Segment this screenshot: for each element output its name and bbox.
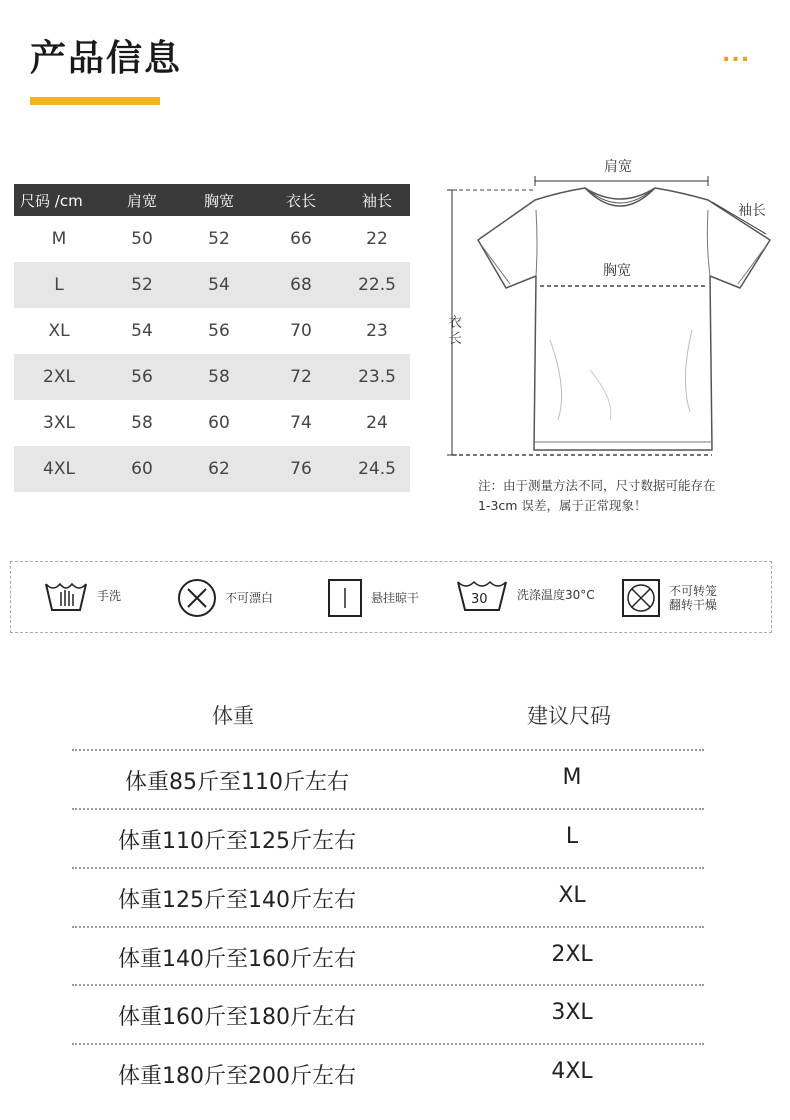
more-icon[interactable]: ... <box>722 42 751 67</box>
table-cell: 72 <box>290 367 312 387</box>
hand-wash-icon <box>43 578 89 614</box>
table-cell: 60 <box>131 459 153 479</box>
header-shoulder: 肩宽 <box>126 191 157 210</box>
recommended-size: XL <box>558 883 586 908</box>
weight-range: 体重110斤至125斤左右 <box>118 829 356 854</box>
table-row <box>14 262 410 308</box>
weight-column-header: 体重 <box>212 704 254 728</box>
table-cell: 50 <box>131 229 153 249</box>
header-chest: 胸宽 <box>203 191 234 210</box>
care-hang-dry <box>327 578 419 618</box>
table-cell: 60 <box>208 413 230 433</box>
table-cell: L <box>54 275 64 295</box>
weight-range: 体重140斤至160斤左右 <box>118 947 356 972</box>
table-cell: 66 <box>290 229 312 249</box>
table-cell: 3XL <box>43 413 75 433</box>
table-cell: 68 <box>290 275 312 295</box>
title-underline <box>30 97 160 105</box>
table-cell: 54 <box>208 275 230 295</box>
care-label: 手洗 <box>97 589 122 603</box>
tshirt-diagram <box>440 150 780 470</box>
header-sleeve: 袖长 <box>361 191 392 210</box>
table-cell: 52 <box>208 229 230 249</box>
label-chest: 胸宽 <box>603 263 631 279</box>
recommended-size: L <box>565 824 579 849</box>
weight-range: 体重85斤至110斤左右 <box>125 770 349 795</box>
table-cell: 58 <box>208 367 230 387</box>
size-table-header <box>14 184 410 216</box>
table-cell: 52 <box>131 275 153 295</box>
care-no-bleach <box>177 578 273 618</box>
table-row <box>14 400 410 446</box>
care-label: 不可漂白 <box>225 591 274 605</box>
table-cell: 58 <box>131 413 153 433</box>
table-cell: XL <box>48 321 70 341</box>
table-row <box>14 308 410 354</box>
recommended-size: 4XL <box>551 1059 593 1084</box>
table-cell: 23.5 <box>358 367 396 387</box>
header-length: 衣长 <box>285 191 316 210</box>
no-tumble-dry-icon <box>621 578 661 618</box>
table-row <box>72 926 704 984</box>
label-shoulder: 肩宽 <box>604 159 632 175</box>
header-size: 尺码 /cm <box>20 191 83 210</box>
wash-temp-number: 30 <box>471 592 488 607</box>
table-cell: 70 <box>290 321 312 341</box>
table-row <box>14 354 410 400</box>
care-hand-wash <box>43 578 121 614</box>
care-label-line: 不可转笼 <box>669 584 718 598</box>
table-cell: 24 <box>366 413 388 433</box>
weight-range: 体重160斤至180斤左右 <box>118 1005 356 1030</box>
care-instructions <box>10 561 772 633</box>
table-cell: 2XL <box>43 367 75 387</box>
table-cell: 4XL <box>43 459 75 479</box>
table-cell: 74 <box>290 413 312 433</box>
care-wash-temp <box>455 578 595 612</box>
care-label-line: 翻转干燥 <box>669 598 718 612</box>
care-label: 洗涤温度30°C <box>517 588 595 602</box>
tshirt-outline-icon <box>440 150 780 470</box>
size-table <box>14 184 410 492</box>
care-no-tumble <box>621 578 717 618</box>
table-row <box>72 749 704 807</box>
recommended-size: 2XL <box>551 942 593 967</box>
table-cell: 22 <box>366 229 388 249</box>
table-cell: M <box>51 229 67 249</box>
table-row <box>14 446 410 492</box>
table-cell: 54 <box>131 321 153 341</box>
table-row <box>72 808 704 866</box>
table-cell: 22.5 <box>358 275 396 295</box>
hang-dry-icon <box>327 578 363 618</box>
label-length: 衣长 <box>448 315 462 347</box>
size-column-header: 建议尺码 <box>527 704 611 728</box>
table-row <box>72 867 704 925</box>
recommended-size: 3XL <box>551 1000 593 1025</box>
table-row <box>14 216 410 262</box>
table-cell: 24.5 <box>358 459 396 479</box>
wash-temp-icon <box>455 578 509 612</box>
weight-range: 体重180斤至200斤左右 <box>118 1064 356 1089</box>
table-cell: 23 <box>366 321 388 341</box>
note-line: 注：由于测量方法不同，尺寸数据可能存在 <box>478 478 716 493</box>
table-cell: 76 <box>290 459 312 479</box>
care-label: 悬挂晾干 <box>371 591 420 605</box>
table-cell: 56 <box>208 321 230 341</box>
table-cell: 62 <box>208 459 230 479</box>
no-bleach-icon <box>177 578 217 618</box>
weight-range: 体重125斤至140斤左右 <box>118 888 356 913</box>
recommended-size: M <box>562 765 582 790</box>
table-row <box>72 1043 704 1101</box>
table-row <box>72 984 704 1042</box>
table-cell: 56 <box>131 367 153 387</box>
note-line: 1-3cm 误差，属于正常现象！ <box>478 498 647 513</box>
measurement-note <box>478 476 768 516</box>
page-title: 产品信息 <box>30 38 183 79</box>
label-sleeve: 袖长 <box>738 203 766 219</box>
care-label <box>669 584 717 612</box>
